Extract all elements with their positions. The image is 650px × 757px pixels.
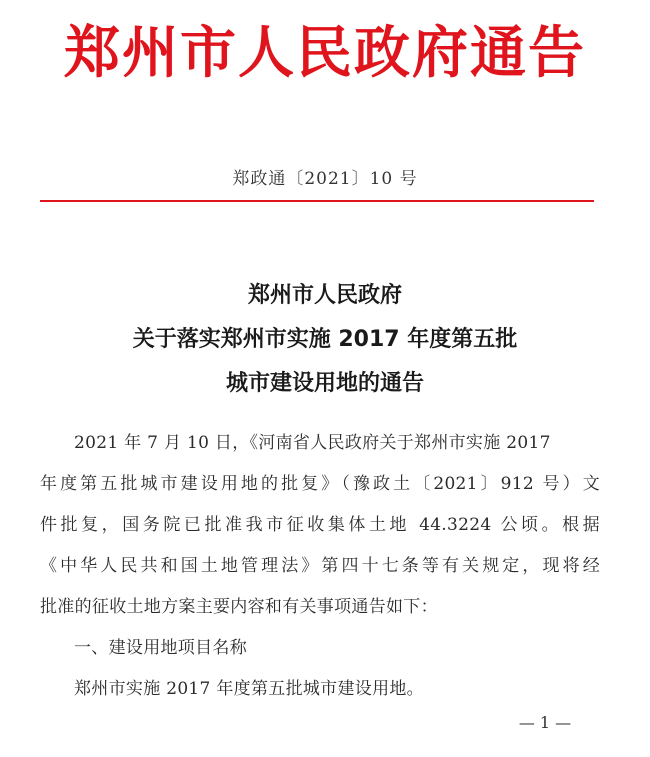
body-line-7: 郑州市实施 2017 年度第五批城市建设用地。 [74, 679, 424, 699]
red-divider-line [40, 200, 594, 202]
body-line-4: 《中华人民共和国土地管理法》第四十七条等有关规定，现将经 [40, 556, 600, 576]
notice-title-line-1: 郑州市人民政府 [247, 283, 402, 308]
document-number: 郑政通〔2021〕10 号 [232, 169, 418, 189]
body-line-1: 2021 年 7 月 10 日，《河南省人民政府关于郑州市实施 2017 [74, 433, 551, 453]
document-header-title: 郑州市人民政府通告 [64, 21, 586, 86]
notice-title-line-2: 关于落实郑州市实施 2017 年度第五批 [132, 327, 518, 352]
notice-title [0, 274, 650, 406]
page-number: — 1 — [518, 713, 572, 732]
notice-body [40, 423, 600, 710]
notice-title-line-3: 城市建设用地的通告 [225, 371, 424, 396]
body-line-2: 年度第五批城市建设用地的批复》（豫政土〔2021〕912 号）文 [40, 474, 600, 494]
section-heading-1: 一、建设用地项目名称 [74, 638, 247, 658]
body-line-3: 件批复，国务院已批准我市征收集体土地 44.3224 公顷。根据 [40, 515, 600, 535]
body-line-5: 批准的征收土地方案主要内容和有关事项通告如下： [40, 597, 438, 617]
